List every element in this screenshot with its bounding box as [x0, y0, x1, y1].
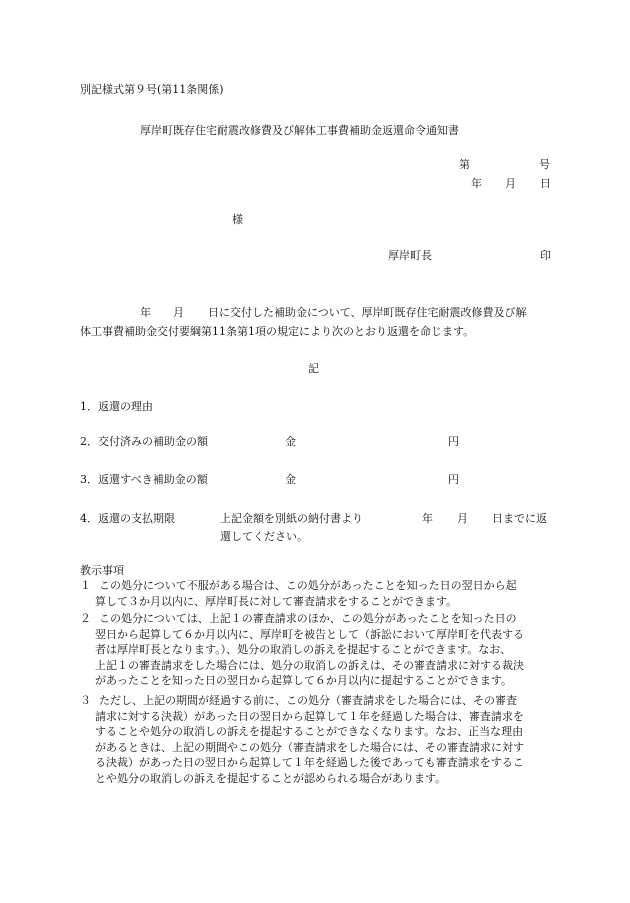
notice-line: があったことを知った日の翌日から起算して６か月以内に提起することができます。 [95, 674, 513, 687]
notice-item-text [88, 611, 550, 689]
notice-line: 者は厚岸町長となります。）、処分の取消しの訴えを提起することができます。なお、 [95, 643, 512, 656]
ki-heading: 記 [308, 362, 319, 375]
item-refund-label: 3．返還すべき補助金の額 [80, 473, 208, 486]
notice-line: この処分については、上記１の審査請求のほか、この処分があったことを知った日の [88, 612, 517, 625]
notice-line: があるときは、上記の期間やこの処分（審査請求をした場合には、その審査請求に対す [95, 740, 524, 754]
addressee-honorific: 様 [232, 213, 243, 226]
document-title: 厚岸町既存住宅耐震改修費及び解体工事費補助金返還命令通知書 [140, 124, 459, 137]
item-deadline-year: 年 [422, 512, 433, 525]
item-deadline-text: 上記金額を別紙の納付書より [220, 512, 363, 525]
notice-line: る決裁）があった日の翌日から起算して１年を経過した後であっても審査請求をするこ [95, 756, 524, 769]
item-deadline-text-2: 還してください。 [220, 530, 308, 543]
item-refund-yen: 円 [448, 473, 459, 486]
item-paid-yen: 円 [448, 435, 459, 448]
item-refund-kin: 金 [285, 473, 296, 486]
reference-number-prefix: 第 [459, 158, 470, 171]
notice-item-text [88, 578, 550, 609]
notice-item-text [88, 693, 550, 786]
notice-line: この処分について不服がある場合は、この処分があったことを知った日の翌日から起 [88, 579, 517, 592]
notice-line: 翌日から起算して６か月以内に、厚岸町を被告として（訴訟において厚岸町を代表する [95, 627, 524, 641]
item-deadline-month: 月 [457, 512, 468, 525]
notice-item-number: ３ [80, 694, 91, 707]
item-paid-kin: 金 [285, 435, 296, 448]
item-reason: 1．返還の理由 [80, 400, 153, 413]
notice-line: 算して３か月以内に、厚岸町長に対して審査請求をすることができます。 [95, 594, 458, 608]
body-month: 月 [173, 306, 184, 319]
item-deadline-label: 4．返還の支払期限 [80, 512, 175, 525]
form-label: 別記様式第９号(第11条関係) [80, 83, 224, 96]
date-day: 日 [540, 177, 551, 190]
notice-line: 上記１の審査請求をした場合には、処分の取消しの訴えは、その審査請求に対する裁決 [95, 658, 524, 672]
reference-number-suffix: 号 [539, 158, 550, 171]
item-paid-label: 2．交付済みの補助金の額 [80, 435, 208, 448]
item-deadline-day: 日までに返 [492, 512, 547, 525]
notice-heading: 教示事項 [80, 564, 124, 577]
date-year: 年 [471, 177, 482, 190]
notice-line: とや処分の取消しの訴えを提起することが認められる場合があります。 [95, 771, 447, 785]
notice-line: ただし、上記の期間が経過する前に、この処分（審査請求をした場合には、その審査 [88, 694, 517, 707]
seal-mark: 印 [540, 249, 551, 262]
notice-line: することや処分の取消しの訴えを提起することができなくなります。なお、正当な理由 [95, 725, 524, 738]
sender-name: 厚岸町長 [388, 249, 432, 262]
body-year: 年 [140, 306, 151, 319]
notice-item-number: １ [80, 579, 91, 592]
date-month: 月 [505, 177, 516, 190]
body-line-2: 体工事費補助金交付要綱第11条第1項の規定により次のとおり返還を命じます。 [80, 325, 475, 338]
notice-line: 請求に対する決裁）があった日の翌日から起算して１年を経過した場合は、審査請求を [95, 709, 524, 723]
body-line-1: 日に交付した補助金について、厚岸町既存住宅耐震改修費及び解 [208, 306, 527, 319]
notice-item-number: ２ [80, 612, 91, 625]
